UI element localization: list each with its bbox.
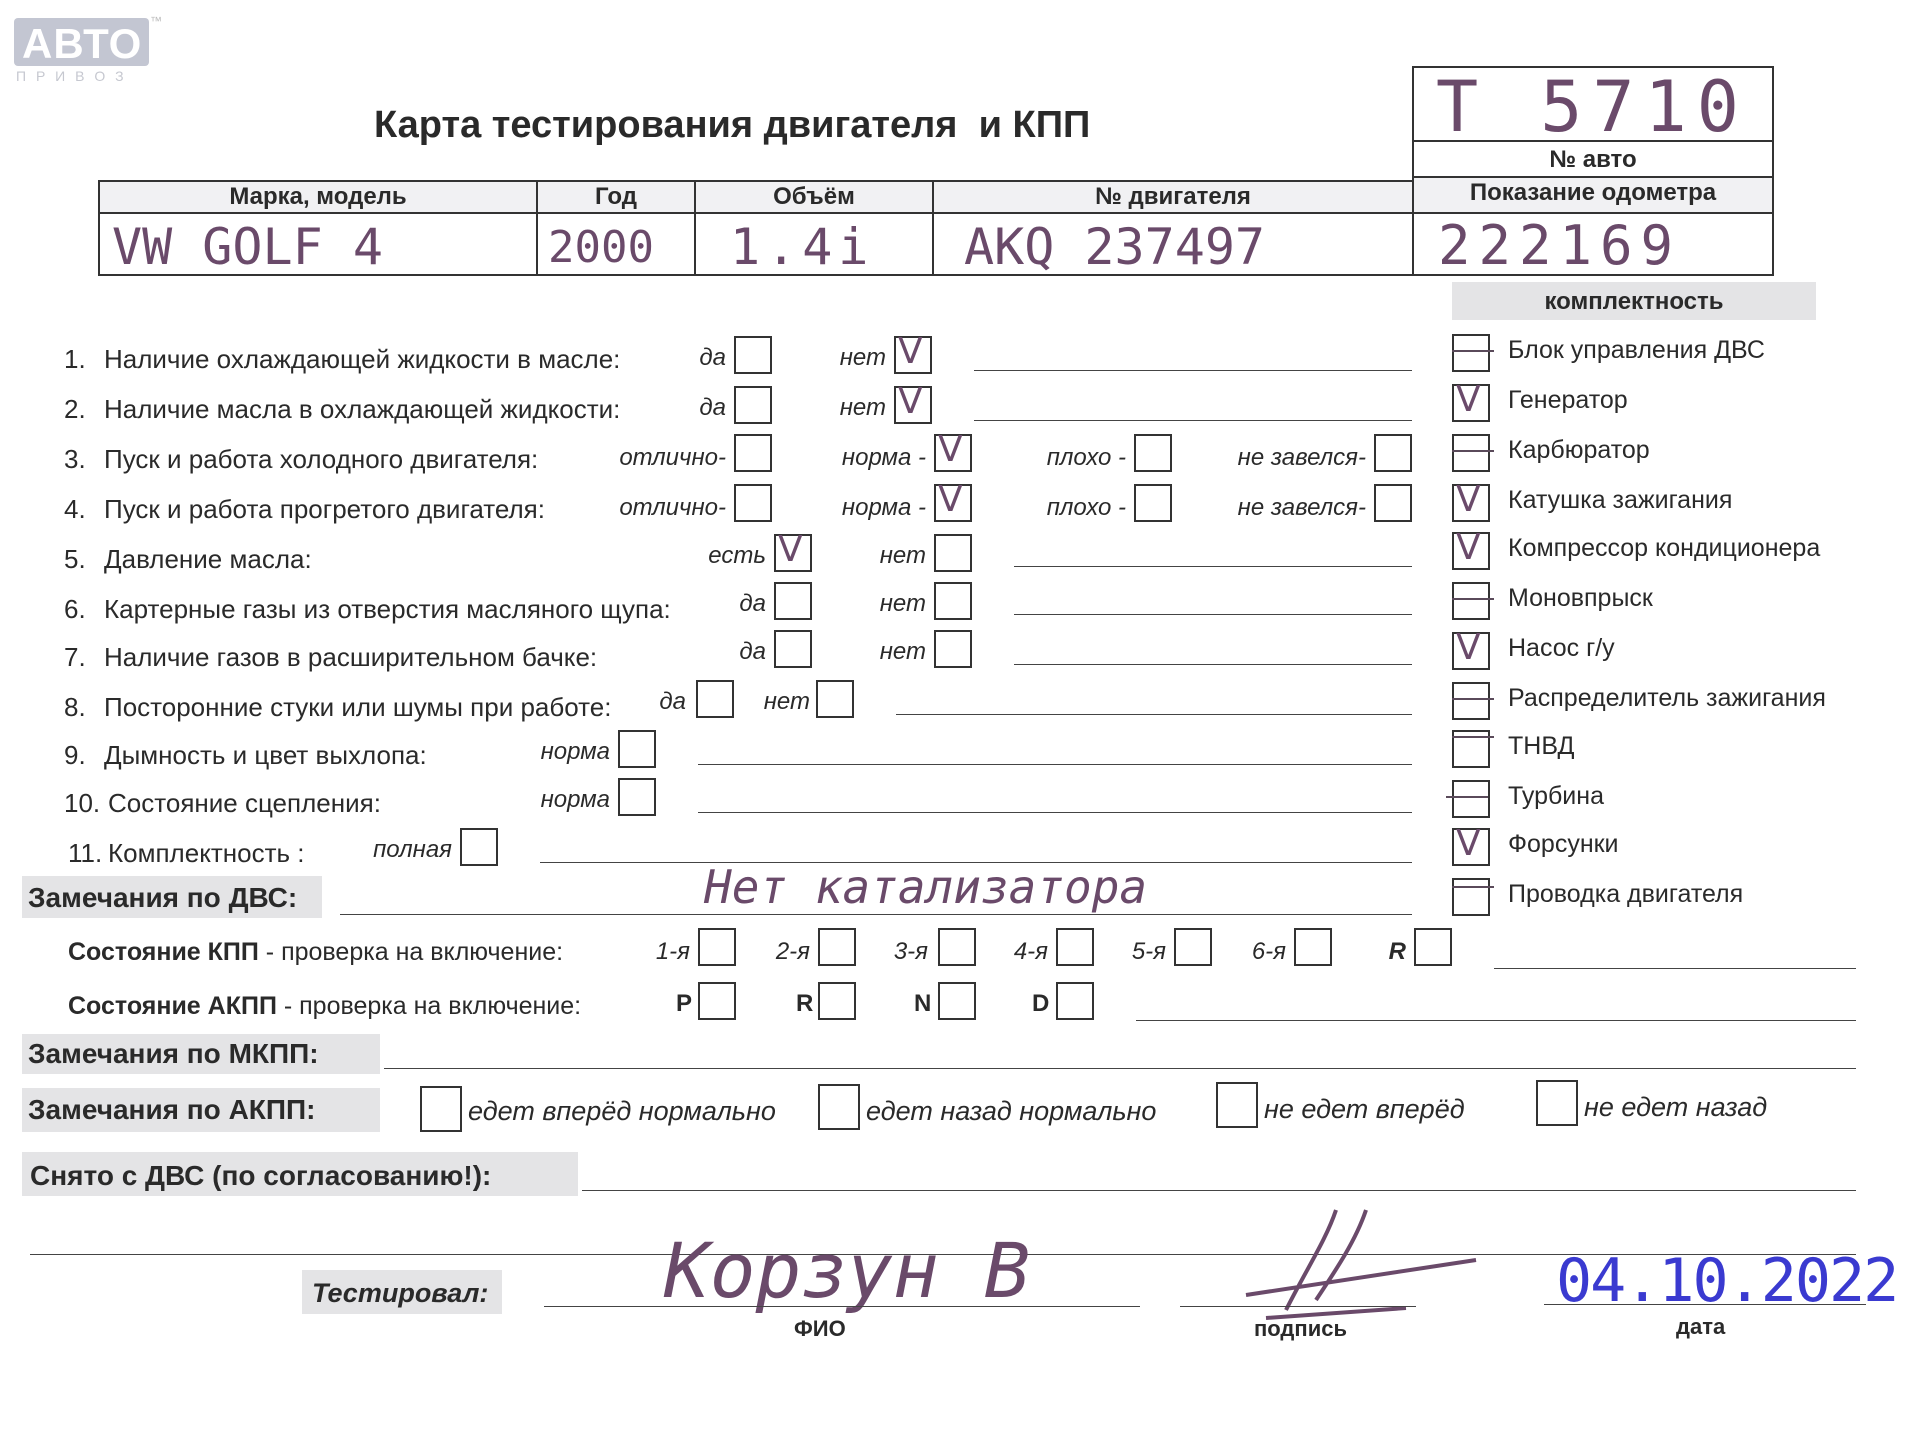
akpp-label [68,992,581,1021]
checkbox[interactable] [618,730,656,768]
option-label: да [699,394,726,421]
tested-date-line [1544,1304,1866,1305]
value-volume: 1.4i [730,218,875,276]
checkbox[interactable] [618,778,656,816]
logo-tm: ™ [150,14,162,28]
equipment-label: Форсунки [1508,830,1619,858]
gear-label: 5-я [1131,938,1166,965]
position-checkbox[interactable] [938,982,976,1020]
header-col-model: Марка, модель [98,180,538,214]
option-label: нет [839,394,886,421]
checkbox[interactable] [1134,434,1172,472]
equipment-label: Карбюратор [1508,436,1650,464]
option-checkbox[interactable] [1536,1080,1578,1126]
gear-label: 2-я [775,938,810,965]
checkbox[interactable] [934,582,972,620]
equipment-label: Блок управления ДВС [1508,336,1765,364]
gear-checkbox[interactable] [938,928,976,966]
dash-mark [1452,598,1494,600]
checkbox[interactable] [1452,527,1490,570]
checkbox[interactable] [894,381,932,424]
option-label: да [659,688,686,715]
gear-label: 4-я [1013,938,1048,965]
checkbox[interactable] [934,429,972,472]
option-label: норма [540,786,610,813]
checkbox[interactable] [894,331,932,374]
checkbox[interactable] [1452,730,1490,768]
logo [14,18,149,66]
equipment-label: Компрессор кондиционера [1508,534,1821,562]
akpp-line [1136,1020,1856,1021]
option-label: плохо - [1046,444,1126,471]
tested-date-caption: дата [1676,1314,1726,1339]
value-year: 2000 [548,222,654,273]
car-number-label: № авто [1549,146,1637,173]
option-checkbox[interactable] [420,1086,462,1132]
question-text: Давление масла: [104,544,312,574]
question-text: Пуск и работа холодного двигателя: [104,444,539,474]
remarks-mkpp-label: Замечания по МКПП: [28,1038,319,1069]
option-checkbox[interactable] [1216,1082,1258,1128]
position-label: N [914,990,932,1017]
checkbox[interactable] [1452,627,1490,670]
car-number-value: T 5710 [1436,66,1749,148]
option-label: едет вперёд нормально [468,1096,776,1126]
remarks-engine-label: Замечания по ДВС: [28,882,298,913]
logo-subtitle: П Р И В О З [16,68,127,84]
signature-mark [1226,1200,1486,1330]
position-label: D [1032,990,1050,1017]
answer-line [896,714,1412,715]
question-num: 9. [64,740,86,770]
question-num: 1. [64,344,86,374]
header-col-year: Год [536,180,696,214]
dash-mark [1452,450,1494,452]
answer-line [1014,664,1412,665]
checkbox[interactable] [1452,823,1490,866]
question-text: Наличие газов в расширительном бачке: [104,642,598,672]
checkbox[interactable] [1452,780,1490,818]
akpp-label-rest: - проверка на включение: [276,992,582,1020]
remarks-akpp-label: Замечания по АКПП: [28,1094,316,1125]
tested-sign-caption: подпись [1254,1316,1347,1341]
equipment-label: Турбина [1508,782,1604,810]
check-mark: V [938,479,963,520]
position-checkbox[interactable] [698,982,736,1020]
answer-line [1014,566,1412,567]
dash-mark [1452,350,1494,352]
dash-mark [1452,698,1494,700]
option-label: нет [839,344,886,371]
position-checkbox[interactable] [818,982,856,1020]
question-text: Картерные газы из отверстия масляного щупа: [104,594,671,624]
kpp-label-rest: - проверка на включение: [258,938,564,966]
check-mark: V [938,429,963,470]
equipment-label: Проводка двигателя [1508,880,1744,908]
tested-name-line [544,1306,1140,1307]
answer-line [1014,614,1412,615]
question-num: 5. [64,544,86,574]
option-label: плохо - [1046,494,1126,521]
check-mark: V [778,529,803,570]
value-model: VW GOLF 4 [112,218,383,276]
gear-checkbox[interactable] [698,928,736,966]
removed-line [582,1190,1856,1191]
option-label: норма - [841,494,926,521]
dash-mark [1452,736,1494,738]
answer-line [974,420,1412,421]
question-num: 11. [68,838,103,868]
option-label: норма - [841,444,926,471]
header-col-engine-no: № двигателя [932,180,1414,214]
question-num: 7. [64,642,86,672]
checkbox[interactable] [934,479,972,522]
page-title: Карта тестирования двигателя и КПП [374,104,1091,146]
question-num: 3. [64,444,86,474]
logo-text: АВТО [22,20,143,67]
checkbox[interactable] [734,484,772,522]
equipment-label: Катушка зажигания [1508,486,1733,514]
option-label: нет [879,542,926,569]
check-mark: V [898,381,923,422]
option-label: да [739,590,766,617]
option-label: нет [879,638,926,665]
option-label: не едет вперёд [1264,1094,1465,1124]
option-label: отлично- [619,444,726,471]
dash-mark [1446,796,1488,798]
checkbox[interactable] [934,534,972,572]
checkbox[interactable] [1374,434,1412,472]
question-text: Пуск и работа прогретого двигателя: [104,494,545,524]
checkbox[interactable] [1452,334,1490,372]
option-label: нет [879,590,926,617]
position-checkbox[interactable] [1056,982,1094,1020]
checkbox[interactable] [460,828,498,866]
position-label: P [676,990,693,1017]
option-label: нет [763,688,810,715]
checkbox[interactable] [1134,484,1172,522]
answer-line [698,812,1412,813]
header-col-odometer: Показание одометра [1412,176,1774,214]
checkbox[interactable] [1374,484,1412,522]
option-checkbox[interactable] [818,1084,860,1130]
equipment-title: комплектность [1544,288,1724,315]
checkbox[interactable] [1452,379,1490,422]
tested-label: Тестировал: [312,1278,489,1308]
gear-label: 3-я [893,938,928,965]
checkbox[interactable] [1452,682,1490,720]
question-num: 6. [64,594,86,624]
checkbox[interactable] [734,434,772,472]
gear-checkbox[interactable] [818,928,856,966]
kpp-label [68,938,563,967]
tested-name-caption: ФИО [794,1316,846,1341]
option-label: норма [540,738,610,765]
equipment-label: ТНВД [1508,732,1575,760]
checkbox[interactable] [774,529,812,572]
option-label: не завелся- [1237,494,1366,521]
option-label: да [739,638,766,665]
answer-line [974,370,1412,371]
gear-checkbox[interactable] [1056,928,1094,966]
checkbox[interactable] [734,386,772,424]
removed-label: Снято с ДВС (по согласованию!): [30,1160,492,1191]
gear-checkbox[interactable] [1174,928,1212,966]
question-num: 10. [64,788,101,818]
question-text: Посторонние стуки или шумы при работе: [104,692,612,722]
remarks-mkpp-line [384,1068,1856,1069]
question-num: 2. [64,394,86,424]
checkbox[interactable] [934,630,972,668]
gear-label: 1-я [655,938,690,965]
question-text: Дымность и цвет выхлопа: [104,740,427,770]
check-mark: V [1456,379,1481,420]
remarks-engine-value: Нет катализатора [704,860,1148,914]
check-mark: V [898,331,923,372]
option-label: есть [708,542,766,569]
question-text: Комплектность : [108,838,305,868]
checkbox[interactable] [816,680,854,718]
check-mark: V [1456,823,1481,864]
gear-checkbox[interactable] [1294,928,1332,966]
option-label: едет назад нормально [866,1096,1157,1126]
dash-mark [1452,886,1494,888]
answer-line [698,764,1412,765]
tested-name-value: Корзун В [664,1226,1031,1315]
checkbox[interactable] [1452,434,1490,472]
equipment-label: Распределитель зажигания [1508,684,1826,712]
checkbox[interactable] [1452,878,1490,916]
kpp-line [1494,968,1856,969]
equipment-label: Насос г/у [1508,634,1615,662]
option-label: да [699,344,726,371]
tested-date-value: 04.10.2022 [1556,1246,1898,1316]
tested-sign-line [1180,1306,1416,1307]
equipment-label: Моновпрыск [1508,584,1653,612]
question-text: Состояние сцепления: [108,788,381,818]
option-label: полная [373,836,452,863]
kpp-label-bold: Состояние КПП [68,938,259,966]
question-num: 8. [64,692,86,722]
check-mark: V [1456,527,1481,568]
question-text: Наличие масла в охлаждающей жидкости: [104,394,621,424]
header-col-volume: Объём [694,180,934,214]
question-num: 4. [64,494,86,524]
option-label: не едет назад [1584,1092,1768,1122]
akpp-label-bold: Состояние АКПП [68,992,277,1020]
option-label: отлично- [619,494,726,521]
check-mark: V [1456,479,1481,520]
value-odometer: 222169 [1438,214,1682,277]
checkbox[interactable] [774,582,812,620]
remarks-engine-line [340,914,1412,915]
question-text: Наличие охлаждающей жидкости в масле: [104,344,621,374]
gear-label: R [1388,938,1406,965]
value-engine-no: AKQ 237497 [964,218,1266,276]
checkbox[interactable] [1452,479,1490,522]
checkbox[interactable] [1452,582,1490,620]
gear-checkbox[interactable] [1414,928,1452,966]
gear-label: 6-я [1251,938,1286,965]
equipment-label: Генератор [1508,386,1628,414]
checkbox[interactable] [774,630,812,668]
check-mark: V [1456,627,1481,668]
position-label: R [796,990,814,1017]
checkbox[interactable] [734,336,772,374]
option-label: не завелся- [1237,444,1366,471]
